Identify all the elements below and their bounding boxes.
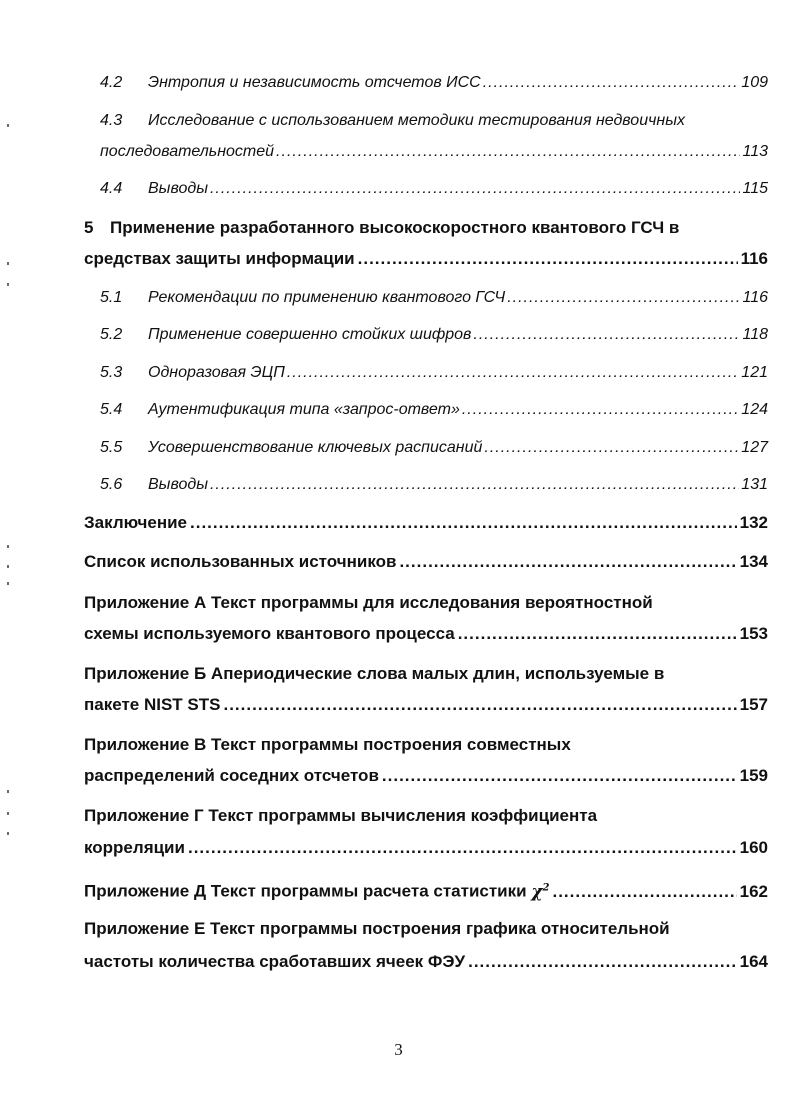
entry-title: Усовершенствование ключевых расписаний (148, 439, 483, 456)
entry-page: 159 (739, 766, 768, 785)
toc-entry-4-2 (100, 70, 768, 96)
entry-page: 115 (742, 180, 768, 197)
dot-leader (210, 176, 741, 202)
toc-entry-5-6 (100, 472, 768, 498)
toc-entry-5-1 (100, 285, 768, 311)
entry-number: 4.3 (100, 112, 123, 129)
entry-page: 131 (741, 476, 768, 493)
toc-appendix-d (84, 874, 768, 902)
entry-page: 162 (739, 881, 768, 901)
entry-page: 116 (740, 249, 768, 268)
page-number: 3 (394, 1040, 403, 1059)
toc-chapter-5 (84, 214, 768, 242)
dot-leader (358, 245, 738, 273)
toc-appendix-a (84, 589, 768, 617)
toc-appendix-v-continued (84, 762, 768, 790)
entry-title: Приложение В Текст программы построения совместных (84, 735, 571, 754)
entry-title-continued: схемы используемого квантового процесса (84, 624, 455, 643)
entry-number: 4.2 (100, 74, 123, 91)
entry-number: 5.2 (100, 326, 123, 343)
entry-number: 5.4 (100, 401, 123, 418)
toc-entry-4-3-continued (100, 139, 768, 165)
entry-page: 132 (739, 513, 768, 532)
entry-title: Одноразовая ЭЦП (148, 364, 285, 381)
entry-number: 5 (84, 218, 94, 237)
toc-entry-5-3 (100, 360, 768, 386)
entry-title: Список использованных источников (84, 552, 397, 571)
entry-page: 116 (742, 289, 768, 306)
scan-speck (7, 790, 9, 793)
scan-speck (7, 283, 9, 286)
entry-page: 134 (739, 552, 768, 571)
toc-appendix-b-continued (84, 691, 768, 719)
entry-title: Приложение Г Текст программы вычисления коэффициента (84, 806, 598, 825)
chi-letter: χ (531, 881, 543, 902)
dot-leader (473, 322, 740, 348)
entry-page: 127 (741, 439, 768, 456)
scan-speck (7, 262, 9, 265)
entry-number: 5.3 (100, 364, 123, 381)
entry-title-text: Приложение Д Текст программы расчета статистики (84, 881, 527, 901)
entry-title: Приложение А Текст программы для исследования вероятностной (84, 593, 653, 612)
entry-page: 153 (739, 624, 768, 643)
entry-title: Заключение (84, 513, 187, 532)
entry-title-continued: пакете NIST STS (84, 695, 221, 714)
dot-leader (484, 435, 739, 461)
entry-page: 124 (741, 401, 768, 418)
dot-leader (483, 70, 740, 96)
entry-number: 5.1 (100, 289, 123, 306)
entry-title-continued: средствах защиты информации (84, 249, 355, 268)
dot-leader (468, 948, 737, 976)
entry-number: 4.4 (100, 180, 123, 197)
entry-page: 160 (739, 838, 768, 857)
scan-speck (7, 582, 9, 585)
toc-entry-4-3 (100, 108, 768, 134)
scan-speck (7, 565, 9, 568)
toc-appendix-g (84, 802, 768, 830)
dot-leader (507, 285, 740, 311)
entry-title: Выводы (148, 476, 208, 493)
dot-leader (552, 878, 736, 906)
toc-appendix-e-continued (84, 948, 768, 976)
entry-page: 157 (739, 695, 768, 714)
entry-title: Выводы (148, 180, 208, 197)
dot-leader (382, 762, 737, 790)
entry-number: 5.5 (100, 439, 123, 456)
dot-leader (223, 691, 736, 719)
toc-appendix-a-continued (84, 620, 768, 648)
dot-leader (458, 620, 737, 648)
entry-title: Применение разработанного высокоскоростного квантового ГСЧ в (110, 218, 680, 237)
entry-page: 118 (742, 326, 768, 343)
entry-title-continued: частоты количества сработавших ячеек ФЭУ (84, 952, 466, 971)
chi-squared-symbol (531, 882, 549, 902)
dot-leader (276, 139, 740, 165)
dot-leader (287, 360, 739, 386)
scan-speck (7, 812, 9, 815)
entry-title: Приложение Б Апериодические слова малых длин, используемые в (84, 664, 665, 683)
entry-title-continued: распределений соседних отсчетов (84, 766, 379, 785)
dot-leader (188, 834, 737, 862)
scan-speck (7, 124, 9, 127)
entry-title (84, 874, 549, 906)
toc-chapter-5-continued (84, 245, 768, 273)
entry-title: Исследование с использованием методики тестирования недвоичных (148, 112, 685, 129)
chi-power: 2 (542, 882, 550, 893)
entry-title: Приложение Е Текст программы построения графика относительной (84, 919, 670, 938)
toc-appendix-b (84, 660, 768, 688)
toc-sources (84, 548, 768, 576)
entry-title-continued: корреляции (84, 838, 185, 857)
toc-entry-4-4 (100, 176, 768, 202)
entry-page: 109 (741, 74, 768, 91)
entry-title: Применение совершенно стойких шифров (148, 326, 472, 343)
entry-title: Рекомендации по применению квантового ГСЧ (148, 289, 506, 306)
entry-page: 121 (741, 364, 768, 381)
toc-appendix-g-continued (84, 834, 768, 862)
entry-page: 113 (742, 143, 768, 160)
scan-speck (7, 545, 9, 548)
dot-leader (210, 472, 739, 498)
toc-entry-5-5 (100, 435, 768, 461)
scan-speck (7, 832, 9, 835)
entry-title-continued: последовательностей (100, 143, 275, 160)
entry-number: 5.6 (100, 476, 123, 493)
toc-appendix-e (84, 915, 768, 943)
entry-page: 164 (739, 952, 768, 971)
toc-entry-5-4 (100, 397, 768, 423)
entry-title: Энтропия и независимость отсчетов ИСС (148, 74, 481, 91)
entry-title: Аутентификация типа «запрос-ответ» (148, 401, 460, 418)
dot-leader (399, 548, 736, 576)
dot-leader (190, 509, 737, 537)
toc-entry-5-2 (100, 322, 768, 348)
toc-appendix-v (84, 731, 768, 759)
dot-leader (462, 397, 739, 423)
toc-conclusion (84, 509, 768, 537)
